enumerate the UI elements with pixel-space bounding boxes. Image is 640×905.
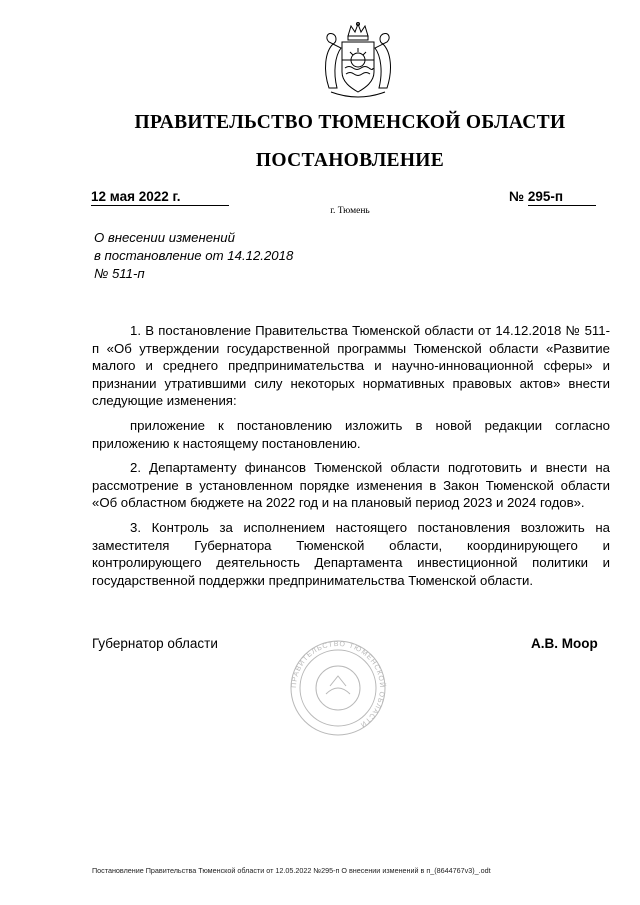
subject-line: О внесении изменений — [94, 230, 235, 245]
org-title: ПРАВИТЕЛЬСТВО ТЮМЕНСКОЙ ОБЛАСТИ — [134, 112, 566, 133]
body-paragraph: 3. Контроль за исполнением настоящего постановления возложить на заместителя Губернатора Тюменской области, координирующего и контролирующего деятельность Департамента инвестиционной политики и государственной поддержки предпринимательства Тюменской области. — [92, 519, 610, 588]
seal-icon — [288, 638, 388, 738]
document-number: 295-п — [528, 189, 596, 206]
signer-name: А.В. Моор — [531, 636, 598, 651]
document-number-field — [509, 189, 604, 206]
body-paragraph: 1. В постановление Правительства Тюменской области от 14.12.2018 № 511-п «Об утверждении государственной программы Тюменской области «Развитие малого и среднего предпринимательства и научно-инновационной сферы» и признании утратившими силу некоторых нормативных правовых актов» внести следующие изменения: — [92, 323, 610, 409]
coat-of-arms-icon — [315, 22, 401, 102]
body-paragraph: 2. Департаменту финансов Тюменской области подготовить и внести на рассмотрение в установленном порядке изменения в Закон Тюменской области «Об областном бюджете на 2022 год и на плановый период 2023 и 2024 годов». — [92, 460, 610, 511]
city-label: г. Тюмень — [330, 206, 370, 216]
subject-line: № 511-п — [94, 266, 145, 281]
number-sign: № — [509, 189, 525, 204]
body-paragraph: приложение к постановлению изложить в новой редакции согласно приложению к настоящему постановлению. — [92, 417, 610, 451]
footer-filename: Постановление Правительства Тюменской области от 12.05.2022 №295-п О внесении изменений в п_(8644767v3)_.odt — [92, 866, 491, 875]
document-subject — [94, 229, 354, 283]
document-date: 12 мая 2022 г. — [91, 189, 229, 206]
signer-title: Губернатор области — [92, 636, 218, 651]
document-body — [92, 322, 610, 596]
subject-line: в постановление от 14.12.2018 — [94, 248, 294, 263]
doc-type-title: ПОСТАНОВЛЕНИЕ — [255, 150, 445, 171]
seal-text: ПРАВИТЕЛЬСТВО ТЮМЕНСКОЙ ОБЛАСТИ — [290, 640, 386, 729]
